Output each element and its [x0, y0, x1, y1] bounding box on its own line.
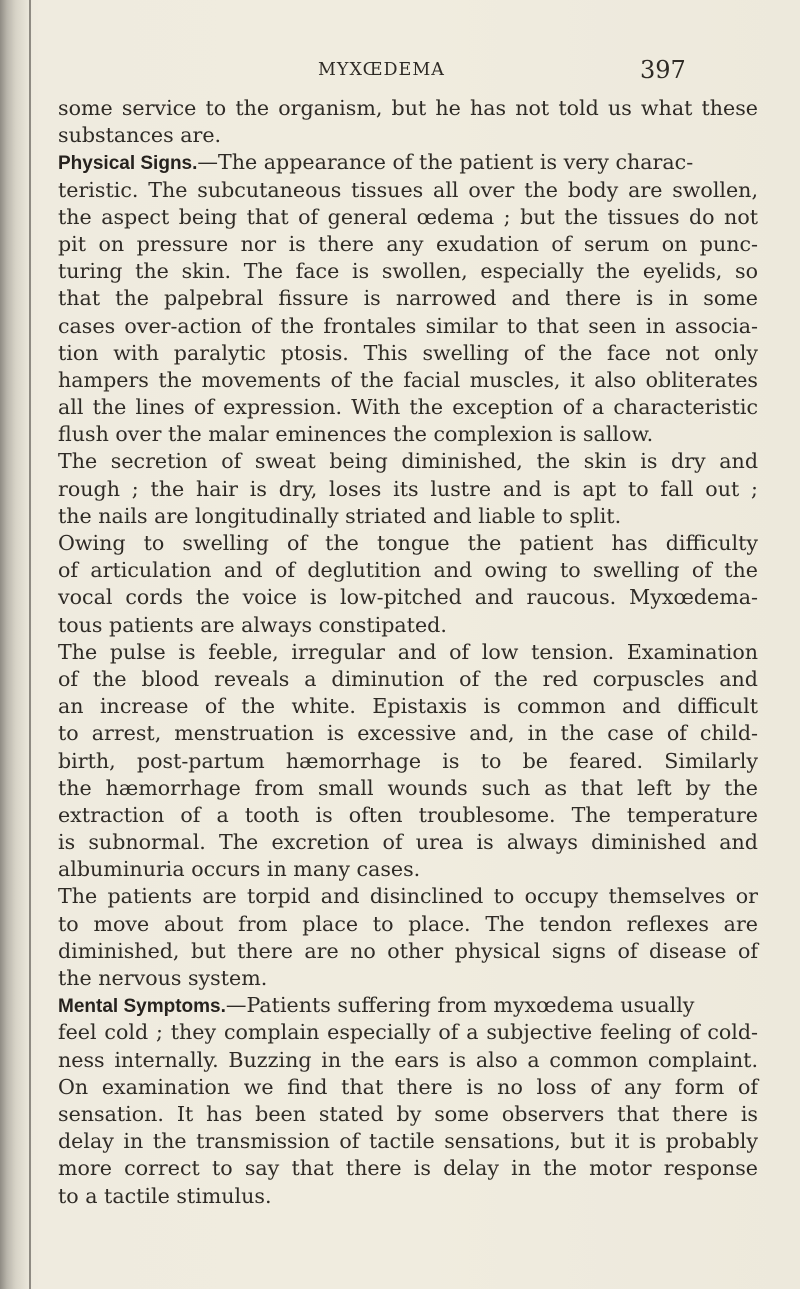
text-line: tous patients are always constipated.	[58, 612, 447, 637]
running-title: MYXŒDEMA	[318, 60, 445, 80]
text-line: ness internally. Buzzing in the ears is also a common complaint.	[58, 1047, 758, 1072]
text-line: flush over the malar eminences the complexion is sallow.	[58, 422, 654, 447]
text-line: rough ; the hair is dry, loses its lustre and is apt to fall out ;	[58, 476, 758, 501]
text-line: is subnormal. The excretion of urea is always diminished and	[58, 830, 758, 855]
page-header	[0, 56, 800, 86]
text-line: of articulation and of deglutition and owing to swelling of the	[58, 558, 758, 583]
text-line: that the palpebral fissure is narrowed and there is in some	[58, 286, 758, 311]
text-line: feel cold ; they complain especially of a subjective feeling of cold-	[58, 1020, 758, 1045]
text-line: the hæmorrhage from small wounds such as that left by the	[58, 775, 758, 800]
text-line: extraction of a tooth is often troublesome. The temperature	[58, 802, 758, 827]
text-line: pit on pressure nor is there any exudation of serum on punc-	[58, 231, 758, 256]
text-line: The patients are torpid and disinclined to occupy themselves or	[58, 884, 758, 909]
text-line: birth, post-partum hæmorrhage is to be feared. Similarly	[58, 748, 758, 773]
text-line-content: —The appearance of the patient is very charac-	[197, 150, 694, 175]
binding-edge	[29, 0, 31, 1289]
page-binding-shadow	[0, 0, 30, 1289]
text-line: some service to the organism, but he has not told us what these	[58, 96, 758, 120]
text-line: vocal cords the voice is low-pitched and raucous. Myxœdema-	[58, 585, 758, 610]
body-text	[58, 95, 758, 1210]
text-line: cases over-action of the frontales similar to that seen in associa-	[58, 313, 758, 338]
text-line: hampers the movements of the facial muscles, it also obliterates	[58, 367, 758, 392]
text-line: sensation. It has been stated by some observers that there is	[58, 1101, 758, 1126]
page-number: 397	[640, 56, 686, 84]
section-heading-physical-signs: Physical Signs.	[58, 153, 198, 175]
text-line: Owing to swelling of the tongue the patient has difficulty	[58, 531, 758, 555]
text-line: of the blood reveals a diminution of the red corpuscles and	[58, 666, 758, 691]
text-line: diminished, but there are no other physical signs of disease of	[58, 938, 758, 963]
text-line: On examination we find that there is no loss of any form of	[58, 1074, 758, 1099]
text-line-content: —Patients suffering from myxœdema usually	[225, 993, 695, 1018]
text-line: delay in the transmission of tactile sensations, but it is probably	[58, 1129, 758, 1154]
text-line	[58, 992, 758, 1019]
text-line: tion with paralytic ptosis. This swelling of the face not only	[58, 340, 758, 365]
text-line: the nervous system.	[58, 966, 268, 990]
text-line: to arrest, menstruation is excessive and, in the case of child-	[58, 721, 758, 746]
text-line: all the lines of expression. With the exception of a characteristic	[58, 395, 758, 420]
text-line: to move about from place to place. The tendon reflexes are	[58, 911, 758, 936]
text-line: to a tactile stimulus.	[58, 1183, 272, 1208]
text-line: substances are.	[58, 123, 222, 148]
text-line: teristic. The subcutaneous tissues all over the body are swollen,	[58, 177, 758, 202]
text-line: the nails are longitudinally striated and liable to split.	[58, 503, 622, 528]
text-line	[58, 149, 758, 176]
text-line: an increase of the white. Epistaxis is common and difficult	[58, 694, 758, 719]
text-line: turing the skin. The face is swollen, especially the eyelids, so	[58, 259, 758, 284]
text-line: The pulse is feeble, irregular and of low tension. Examination	[58, 639, 758, 664]
text-line: albuminuria occurs in many cases.	[58, 857, 421, 882]
text-line: the aspect being that of general œdema ; but the tissues do not	[58, 204, 758, 229]
section-heading-mental-symptoms: Mental Symptoms.	[58, 996, 226, 1018]
text-line: more correct to say that there is delay in the motor response	[58, 1156, 758, 1181]
text-line: The secretion of sweat being diminished, the skin is dry and	[58, 449, 758, 474]
